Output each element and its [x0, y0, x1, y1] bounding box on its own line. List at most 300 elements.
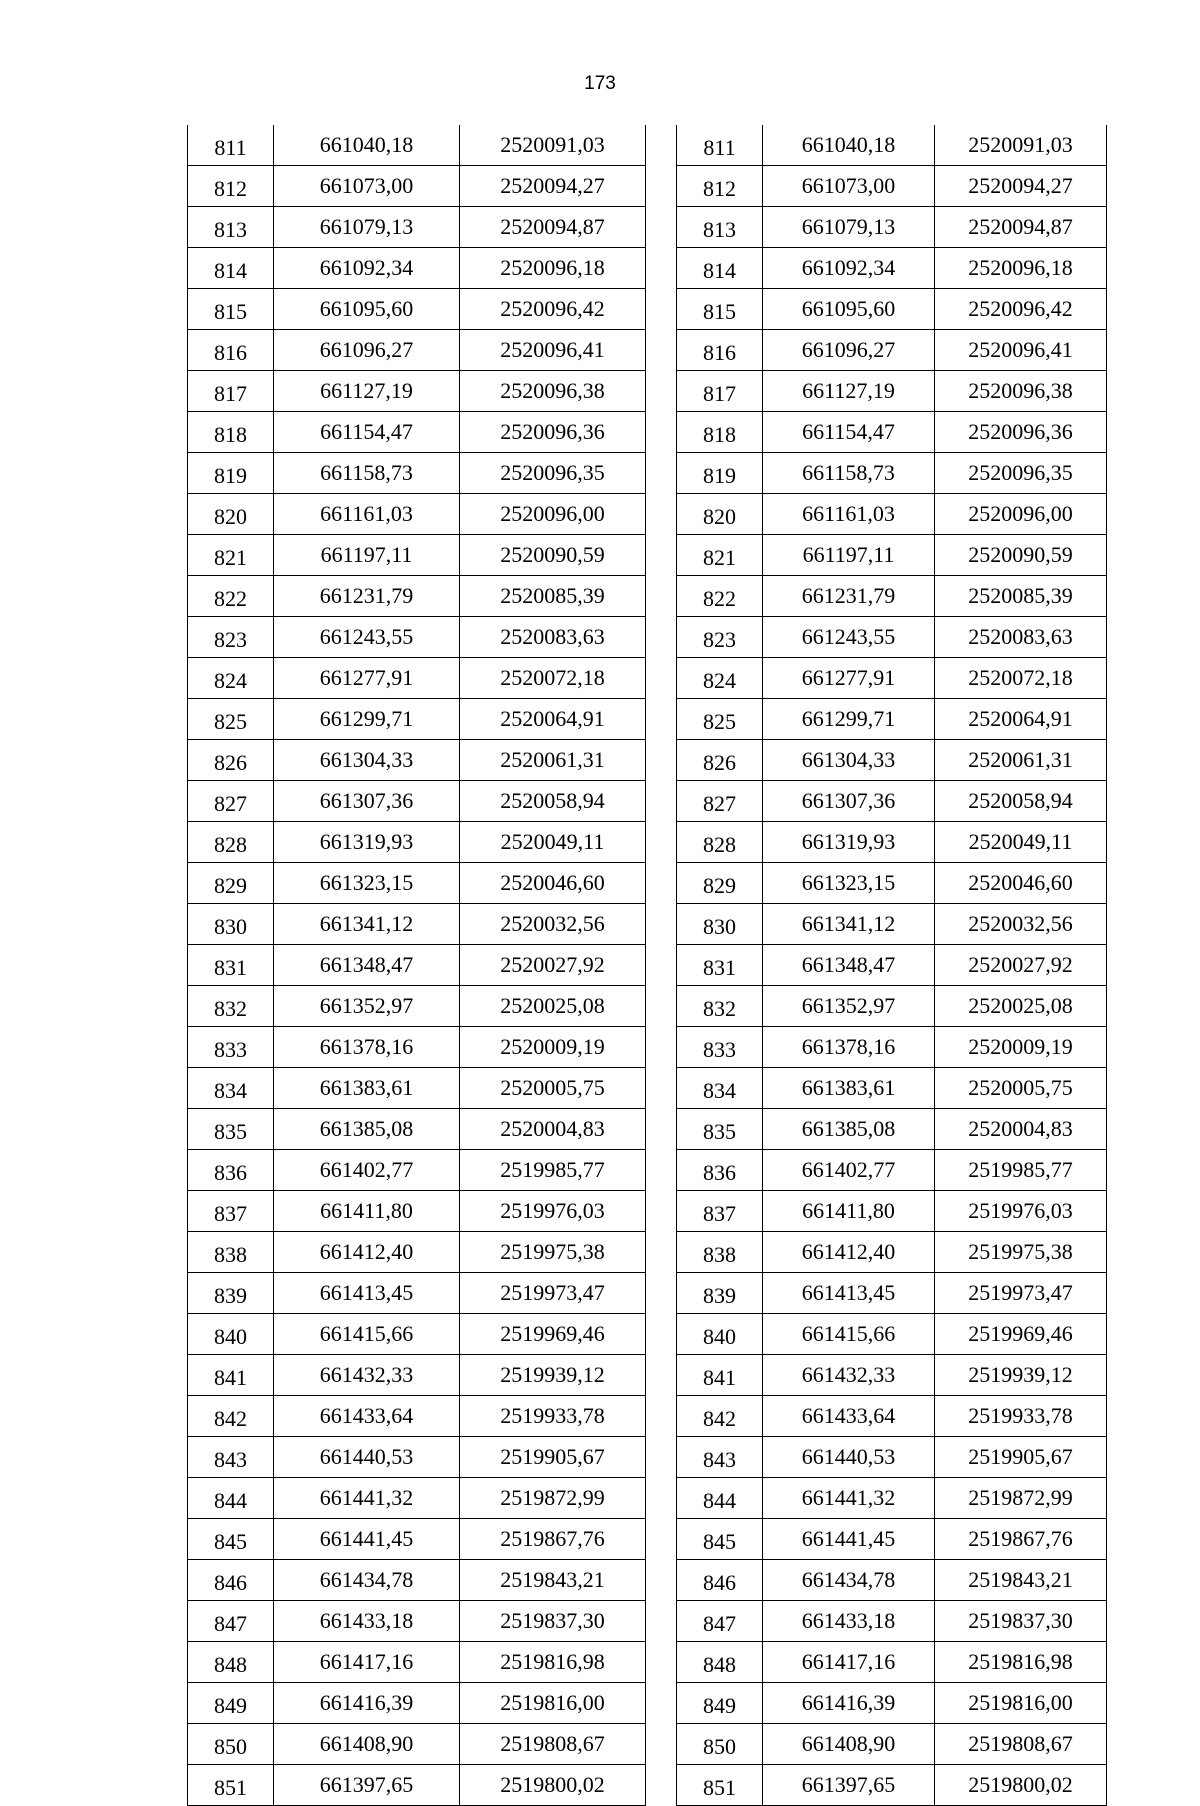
table-row: [677, 945, 1107, 986]
table-body-right: [677, 125, 1107, 1806]
table-row: [188, 986, 646, 1027]
y-coordinate-cell: 2519985,77: [460, 1150, 646, 1191]
y-coordinate-cell: 2520025,08: [935, 986, 1107, 1027]
x-coordinate-cell: 661352,97: [763, 986, 935, 1027]
x-coordinate-cell: 661441,32: [763, 1478, 935, 1519]
y-coordinate-cell: 2520085,39: [935, 576, 1107, 617]
y-coordinate-cell: 2519808,67: [460, 1724, 646, 1765]
point-number-cell: 847: [677, 1601, 763, 1642]
y-coordinate-cell: 2520091,03: [460, 125, 646, 166]
x-coordinate-cell: 661127,19: [274, 371, 460, 412]
y-coordinate-cell: 2519969,46: [460, 1314, 646, 1355]
table-row: [677, 1232, 1107, 1273]
table-row: [188, 1150, 646, 1191]
x-coordinate-cell: 661319,93: [763, 822, 935, 863]
y-coordinate-cell: 2519816,00: [935, 1683, 1107, 1724]
y-coordinate-cell: 2519816,98: [935, 1642, 1107, 1683]
y-coordinate-cell: 2519905,67: [460, 1437, 646, 1478]
table-row: [677, 1601, 1107, 1642]
point-number-cell: 826: [677, 740, 763, 781]
y-coordinate-cell: 2520083,63: [935, 617, 1107, 658]
y-coordinate-cell: 2520096,00: [460, 494, 646, 535]
y-coordinate-cell: 2520005,75: [935, 1068, 1107, 1109]
table-row: [188, 1355, 646, 1396]
x-coordinate-cell: 661432,33: [274, 1355, 460, 1396]
y-coordinate-cell: 2519800,02: [935, 1765, 1107, 1806]
point-number-cell: 825: [677, 699, 763, 740]
x-coordinate-cell: 661197,11: [274, 535, 460, 576]
point-number-cell: 820: [188, 494, 274, 535]
table-row: [677, 1478, 1107, 1519]
x-coordinate-cell: 661277,91: [763, 658, 935, 699]
y-coordinate-cell: 2519975,38: [460, 1232, 646, 1273]
point-number-cell: 829: [188, 863, 274, 904]
table-row: [188, 1601, 646, 1642]
point-number-cell: 828: [677, 822, 763, 863]
table-row: [188, 371, 646, 412]
point-number-cell: 822: [677, 576, 763, 617]
y-coordinate-cell: 2520032,56: [460, 904, 646, 945]
y-coordinate-cell: 2520046,60: [460, 863, 646, 904]
table-row: [188, 658, 646, 699]
table-row: [677, 1396, 1107, 1437]
x-coordinate-cell: 661441,45: [274, 1519, 460, 1560]
point-number-cell: 830: [677, 904, 763, 945]
point-number-cell: 844: [677, 1478, 763, 1519]
table-row: [188, 781, 646, 822]
x-coordinate-cell: 661073,00: [274, 166, 460, 207]
point-number-cell: 821: [677, 535, 763, 576]
point-number-cell: 848: [188, 1642, 274, 1683]
y-coordinate-cell: 2519933,78: [935, 1396, 1107, 1437]
x-coordinate-cell: 661413,45: [274, 1273, 460, 1314]
point-number-cell: 833: [677, 1027, 763, 1068]
table-row: [677, 1519, 1107, 1560]
x-coordinate-cell: 661378,16: [274, 1027, 460, 1068]
point-number-cell: 851: [188, 1765, 274, 1806]
y-coordinate-cell: 2520094,27: [460, 166, 646, 207]
point-number-cell: 811: [188, 125, 274, 166]
table-row: [677, 248, 1107, 289]
point-number-cell: 814: [188, 248, 274, 289]
x-coordinate-cell: 661385,08: [274, 1109, 460, 1150]
point-number-cell: 823: [677, 617, 763, 658]
point-number-cell: 837: [677, 1191, 763, 1232]
x-coordinate-cell: 661319,93: [274, 822, 460, 863]
y-coordinate-cell: 2520072,18: [935, 658, 1107, 699]
x-coordinate-cell: 661441,45: [763, 1519, 935, 1560]
x-coordinate-cell: 661385,08: [763, 1109, 935, 1150]
table-row: [677, 1150, 1107, 1191]
x-coordinate-cell: 661416,39: [763, 1683, 935, 1724]
table-row: [677, 617, 1107, 658]
point-number-cell: 815: [188, 289, 274, 330]
point-number-cell: 832: [188, 986, 274, 1027]
point-number-cell: 829: [677, 863, 763, 904]
y-coordinate-cell: 2519816,00: [460, 1683, 646, 1724]
x-coordinate-cell: 661323,15: [274, 863, 460, 904]
table-row: [188, 125, 646, 166]
y-coordinate-cell: 2520004,83: [460, 1109, 646, 1150]
point-number-cell: 830: [188, 904, 274, 945]
table-row: [188, 863, 646, 904]
point-number-cell: 817: [677, 371, 763, 412]
table-row: [188, 535, 646, 576]
y-coordinate-cell: 2520091,03: [935, 125, 1107, 166]
y-coordinate-cell: 2520096,00: [935, 494, 1107, 535]
point-number-cell: 846: [677, 1560, 763, 1601]
table-row: [188, 1314, 646, 1355]
x-coordinate-cell: 661440,53: [274, 1437, 460, 1478]
table-row: [188, 412, 646, 453]
y-coordinate-cell: 2519867,76: [460, 1519, 646, 1560]
table-row: [677, 535, 1107, 576]
x-coordinate-cell: 661243,55: [763, 617, 935, 658]
x-coordinate-cell: 661411,80: [274, 1191, 460, 1232]
table-row: [188, 617, 646, 658]
y-coordinate-cell: 2520058,94: [460, 781, 646, 822]
table-row: [188, 289, 646, 330]
point-number-cell: 844: [188, 1478, 274, 1519]
point-number-cell: 815: [677, 289, 763, 330]
table-row: [188, 904, 646, 945]
y-coordinate-cell: 2520096,42: [460, 289, 646, 330]
point-number-cell: 843: [677, 1437, 763, 1478]
y-coordinate-cell: 2519939,12: [460, 1355, 646, 1396]
table-row: [188, 248, 646, 289]
y-coordinate-cell: 2520096,38: [935, 371, 1107, 412]
point-number-cell: 835: [188, 1109, 274, 1150]
table-row: [677, 207, 1107, 248]
y-coordinate-cell: 2520072,18: [460, 658, 646, 699]
point-number-cell: 821: [188, 535, 274, 576]
y-coordinate-cell: 2520049,11: [460, 822, 646, 863]
x-coordinate-cell: 661096,27: [763, 330, 935, 371]
x-coordinate-cell: 661433,18: [274, 1601, 460, 1642]
x-coordinate-cell: 661433,18: [763, 1601, 935, 1642]
x-coordinate-cell: 661397,65: [274, 1765, 460, 1806]
y-coordinate-cell: 2519843,21: [935, 1560, 1107, 1601]
y-coordinate-cell: 2520090,59: [460, 535, 646, 576]
y-coordinate-cell: 2520096,35: [460, 453, 646, 494]
point-number-cell: 827: [677, 781, 763, 822]
table-row: [677, 1314, 1107, 1355]
table-row: [677, 576, 1107, 617]
x-coordinate-cell: 661197,11: [763, 535, 935, 576]
table-row: [677, 699, 1107, 740]
y-coordinate-cell: 2519973,47: [935, 1273, 1107, 1314]
point-number-cell: 851: [677, 1765, 763, 1806]
table-row: [677, 166, 1107, 207]
point-number-cell: 849: [188, 1683, 274, 1724]
coordinates-table-right: [676, 125, 1107, 1806]
y-coordinate-cell: 2520096,35: [935, 453, 1107, 494]
y-coordinate-cell: 2519905,67: [935, 1437, 1107, 1478]
point-number-cell: 842: [188, 1396, 274, 1437]
y-coordinate-cell: 2520090,59: [935, 535, 1107, 576]
y-coordinate-cell: 2520064,91: [935, 699, 1107, 740]
y-coordinate-cell: 2520049,11: [935, 822, 1107, 863]
x-coordinate-cell: 661434,78: [274, 1560, 460, 1601]
x-coordinate-cell: 661231,79: [274, 576, 460, 617]
x-coordinate-cell: 661415,66: [274, 1314, 460, 1355]
table-row: [677, 1437, 1107, 1478]
y-coordinate-cell: 2519939,12: [935, 1355, 1107, 1396]
point-number-cell: 813: [188, 207, 274, 248]
x-coordinate-cell: 661161,03: [274, 494, 460, 535]
y-coordinate-cell: 2519975,38: [935, 1232, 1107, 1273]
table-row: [188, 1519, 646, 1560]
point-number-cell: 818: [677, 412, 763, 453]
table-row: [188, 1109, 646, 1150]
x-coordinate-cell: 661299,71: [763, 699, 935, 740]
point-number-cell: 828: [188, 822, 274, 863]
table-row: [188, 576, 646, 617]
page-number: 173: [584, 73, 616, 94]
y-coordinate-cell: 2519933,78: [460, 1396, 646, 1437]
table-row: [677, 986, 1107, 1027]
x-coordinate-cell: 661397,65: [763, 1765, 935, 1806]
x-coordinate-cell: 661412,40: [274, 1232, 460, 1273]
y-coordinate-cell: 2520083,63: [460, 617, 646, 658]
y-coordinate-cell: 2520094,27: [935, 166, 1107, 207]
table-row: [677, 904, 1107, 945]
point-number-cell: 826: [188, 740, 274, 781]
table-row: [677, 863, 1107, 904]
x-coordinate-cell: 661161,03: [763, 494, 935, 535]
point-number-cell: 816: [188, 330, 274, 371]
y-coordinate-cell: 2520061,31: [460, 740, 646, 781]
y-coordinate-cell: 2520096,38: [460, 371, 646, 412]
table-row: [188, 699, 646, 740]
y-coordinate-cell: 2520027,92: [935, 945, 1107, 986]
point-number-cell: 834: [677, 1068, 763, 1109]
point-number-cell: 846: [188, 1560, 274, 1601]
point-number-cell: 841: [677, 1355, 763, 1396]
table-row: [188, 740, 646, 781]
y-coordinate-cell: 2519808,67: [935, 1724, 1107, 1765]
y-coordinate-cell: 2520096,41: [935, 330, 1107, 371]
point-number-cell: 819: [677, 453, 763, 494]
x-coordinate-cell: 661408,90: [763, 1724, 935, 1765]
table-row: [677, 1027, 1107, 1068]
table-row: [188, 330, 646, 371]
y-coordinate-cell: 2520009,19: [935, 1027, 1107, 1068]
point-number-cell: 842: [677, 1396, 763, 1437]
x-coordinate-cell: 661158,73: [274, 453, 460, 494]
table-row: [677, 289, 1107, 330]
y-coordinate-cell: 2520032,56: [935, 904, 1107, 945]
point-number-cell: 843: [188, 1437, 274, 1478]
y-coordinate-cell: 2520085,39: [460, 576, 646, 617]
y-coordinate-cell: 2519816,98: [460, 1642, 646, 1683]
x-coordinate-cell: 661079,13: [763, 207, 935, 248]
x-coordinate-cell: 661402,77: [274, 1150, 460, 1191]
point-number-cell: 813: [677, 207, 763, 248]
point-number-cell: 838: [188, 1232, 274, 1273]
table-row: [677, 412, 1107, 453]
y-coordinate-cell: 2519872,99: [460, 1478, 646, 1519]
y-coordinate-cell: 2519976,03: [460, 1191, 646, 1232]
y-coordinate-cell: 2519867,76: [935, 1519, 1107, 1560]
table-row: [188, 1724, 646, 1765]
x-coordinate-cell: 661154,47: [763, 412, 935, 453]
x-coordinate-cell: 661432,33: [763, 1355, 935, 1396]
table-row: [188, 1273, 646, 1314]
point-number-cell: 847: [188, 1601, 274, 1642]
point-number-cell: 834: [188, 1068, 274, 1109]
table-row: [677, 740, 1107, 781]
x-coordinate-cell: 661079,13: [274, 207, 460, 248]
point-number-cell: 816: [677, 330, 763, 371]
x-coordinate-cell: 661433,64: [763, 1396, 935, 1437]
x-coordinate-cell: 661383,61: [763, 1068, 935, 1109]
table-row: [677, 658, 1107, 699]
table-row: [188, 945, 646, 986]
y-coordinate-cell: 2519800,02: [460, 1765, 646, 1806]
y-coordinate-cell: 2520096,36: [935, 412, 1107, 453]
x-coordinate-cell: 661092,34: [763, 248, 935, 289]
y-coordinate-cell: 2520009,19: [460, 1027, 646, 1068]
x-coordinate-cell: 661095,60: [763, 289, 935, 330]
x-coordinate-cell: 661323,15: [763, 863, 935, 904]
x-coordinate-cell: 661417,16: [274, 1642, 460, 1683]
point-number-cell: 850: [677, 1724, 763, 1765]
x-coordinate-cell: 661127,19: [763, 371, 935, 412]
y-coordinate-cell: 2519973,47: [460, 1273, 646, 1314]
y-coordinate-cell: 2519872,99: [935, 1478, 1107, 1519]
table-row: [188, 1437, 646, 1478]
table-row: [188, 1068, 646, 1109]
x-coordinate-cell: 661040,18: [274, 125, 460, 166]
x-coordinate-cell: 661307,36: [763, 781, 935, 822]
point-number-cell: 849: [677, 1683, 763, 1724]
point-number-cell: 822: [188, 576, 274, 617]
x-coordinate-cell: 661348,47: [274, 945, 460, 986]
table-row: [677, 453, 1107, 494]
table-row: [677, 125, 1107, 166]
table-row: [677, 1683, 1107, 1724]
y-coordinate-cell: 2519985,77: [935, 1150, 1107, 1191]
x-coordinate-cell: 661413,45: [763, 1273, 935, 1314]
x-coordinate-cell: 661378,16: [763, 1027, 935, 1068]
x-coordinate-cell: 661231,79: [763, 576, 935, 617]
x-coordinate-cell: 661417,16: [763, 1642, 935, 1683]
x-coordinate-cell: 661073,00: [763, 166, 935, 207]
x-coordinate-cell: 661348,47: [763, 945, 935, 986]
table-row: [188, 1642, 646, 1683]
y-coordinate-cell: 2519843,21: [460, 1560, 646, 1601]
point-number-cell: 827: [188, 781, 274, 822]
x-coordinate-cell: 661092,34: [274, 248, 460, 289]
x-coordinate-cell: 661352,97: [274, 986, 460, 1027]
table-row: [188, 166, 646, 207]
table-row: [677, 1560, 1107, 1601]
y-coordinate-cell: 2519837,30: [935, 1601, 1107, 1642]
table-row: [188, 822, 646, 863]
table-row: [188, 1478, 646, 1519]
y-coordinate-cell: 2519969,46: [935, 1314, 1107, 1355]
table-row: [677, 822, 1107, 863]
y-coordinate-cell: 2520025,08: [460, 986, 646, 1027]
point-number-cell: 850: [188, 1724, 274, 1765]
point-number-cell: 840: [677, 1314, 763, 1355]
point-number-cell: 848: [677, 1642, 763, 1683]
y-coordinate-cell: 2520096,18: [460, 248, 646, 289]
point-number-cell: 824: [188, 658, 274, 699]
table-row: [677, 1068, 1107, 1109]
x-coordinate-cell: 661441,32: [274, 1478, 460, 1519]
x-coordinate-cell: 661299,71: [274, 699, 460, 740]
table-row: [188, 1232, 646, 1273]
coordinates-table-left: [187, 125, 646, 1806]
point-number-cell: 845: [677, 1519, 763, 1560]
y-coordinate-cell: 2520064,91: [460, 699, 646, 740]
x-coordinate-cell: 661158,73: [763, 453, 935, 494]
x-coordinate-cell: 661412,40: [763, 1232, 935, 1273]
table-row: [677, 1642, 1107, 1683]
table-row: [188, 1765, 646, 1806]
y-coordinate-cell: 2520004,83: [935, 1109, 1107, 1150]
x-coordinate-cell: 661154,47: [274, 412, 460, 453]
x-coordinate-cell: 661415,66: [763, 1314, 935, 1355]
y-coordinate-cell: 2520061,31: [935, 740, 1107, 781]
point-number-cell: 840: [188, 1314, 274, 1355]
point-number-cell: 838: [677, 1232, 763, 1273]
y-coordinate-cell: 2520096,36: [460, 412, 646, 453]
point-number-cell: 825: [188, 699, 274, 740]
point-number-cell: 812: [188, 166, 274, 207]
point-number-cell: 832: [677, 986, 763, 1027]
point-number-cell: 817: [188, 371, 274, 412]
x-coordinate-cell: 661408,90: [274, 1724, 460, 1765]
point-number-cell: 841: [188, 1355, 274, 1396]
x-coordinate-cell: 661341,12: [763, 904, 935, 945]
point-number-cell: 814: [677, 248, 763, 289]
table-row: [188, 1396, 646, 1437]
y-coordinate-cell: 2520058,94: [935, 781, 1107, 822]
table-row: [677, 371, 1107, 412]
x-coordinate-cell: 661416,39: [274, 1683, 460, 1724]
point-number-cell: 811: [677, 125, 763, 166]
point-number-cell: 812: [677, 166, 763, 207]
x-coordinate-cell: 661277,91: [274, 658, 460, 699]
point-number-cell: 835: [677, 1109, 763, 1150]
point-number-cell: 836: [188, 1150, 274, 1191]
x-coordinate-cell: 661440,53: [763, 1437, 935, 1478]
table-row: [677, 1765, 1107, 1806]
table-row: [188, 1191, 646, 1232]
y-coordinate-cell: 2520046,60: [935, 863, 1107, 904]
point-number-cell: 845: [188, 1519, 274, 1560]
table-row: [677, 781, 1107, 822]
table-row: [188, 494, 646, 535]
y-coordinate-cell: 2520096,41: [460, 330, 646, 371]
x-coordinate-cell: 661304,33: [763, 740, 935, 781]
y-coordinate-cell: 2520096,42: [935, 289, 1107, 330]
table-row: [188, 207, 646, 248]
table-row: [677, 1191, 1107, 1232]
y-coordinate-cell: 2520096,18: [935, 248, 1107, 289]
point-number-cell: 836: [677, 1150, 763, 1191]
point-number-cell: 823: [188, 617, 274, 658]
table-row: [188, 453, 646, 494]
x-coordinate-cell: 661411,80: [763, 1191, 935, 1232]
y-coordinate-cell: 2520094,87: [460, 207, 646, 248]
x-coordinate-cell: 661341,12: [274, 904, 460, 945]
table-row: [188, 1560, 646, 1601]
table-row: [677, 330, 1107, 371]
